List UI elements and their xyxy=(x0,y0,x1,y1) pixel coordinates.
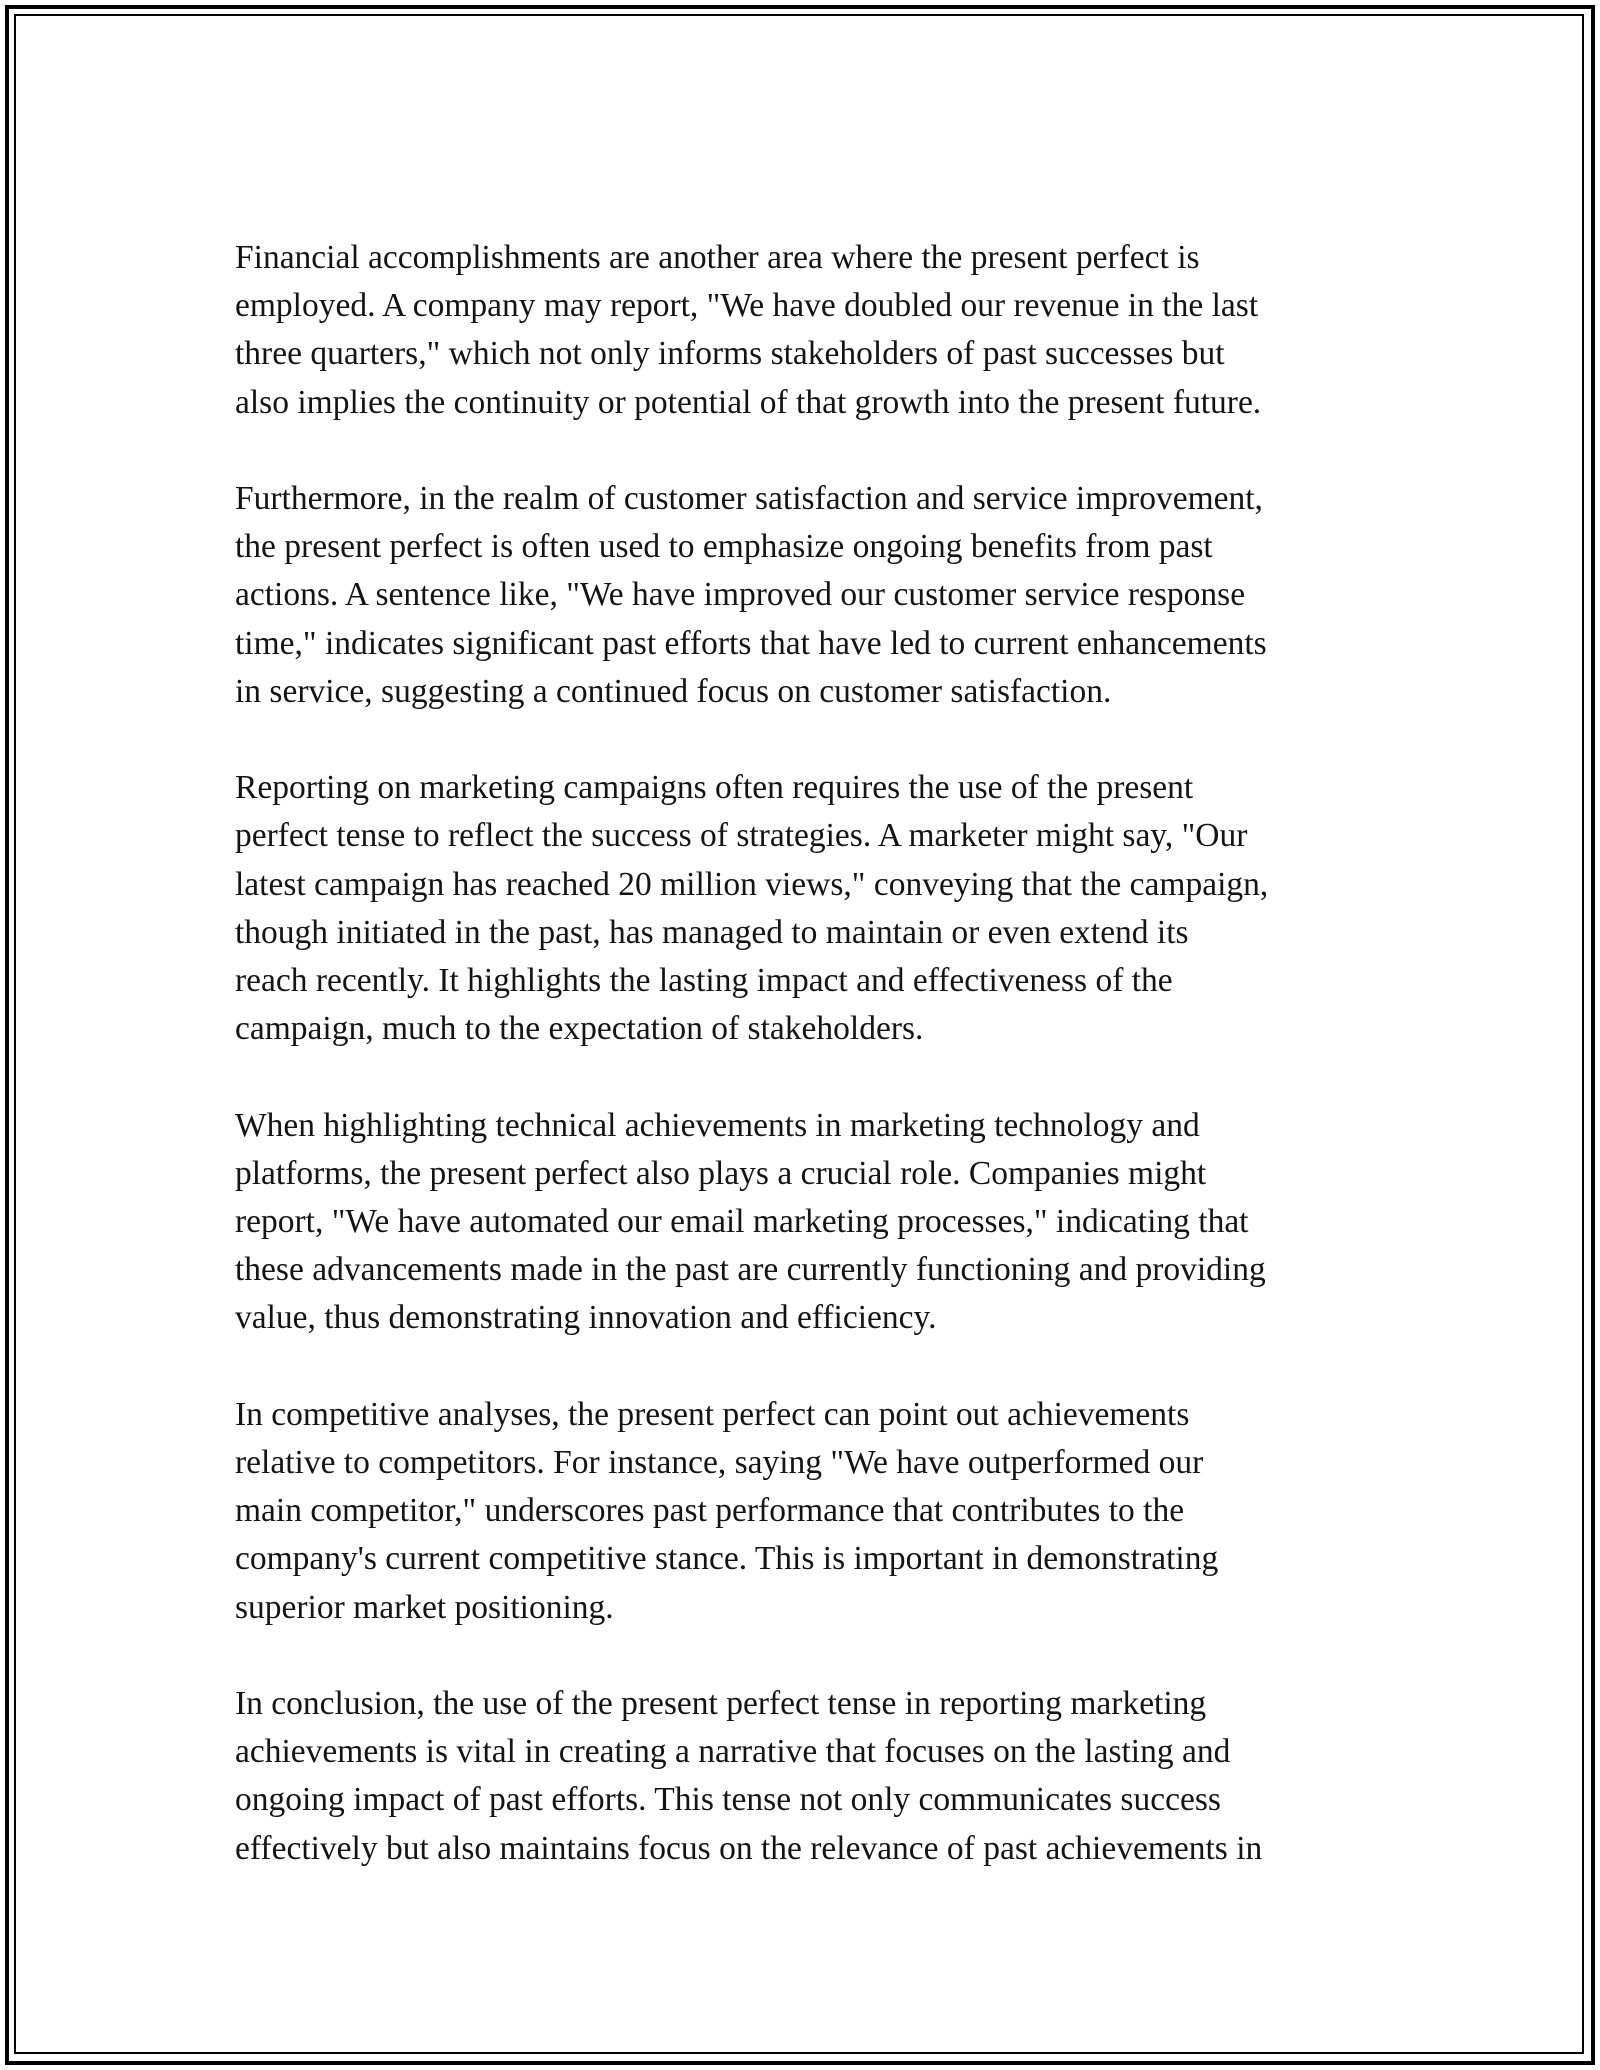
text-line: campaign, much to the expectation of stakeholders. xyxy=(235,1010,924,1048)
text-line: main competitor," underscores past performance that contributes to the xyxy=(235,1492,1185,1530)
text-line: Furthermore, in the realm of customer satisfaction and service improvement, xyxy=(235,480,1263,517)
text-line: In competitive analyses, the present perfect can point out achievements xyxy=(235,1395,1190,1433)
text-line: superior market positioning. xyxy=(235,1588,614,1626)
text-line: though initiated in the past, has managed to maintain or even extend its xyxy=(235,913,1189,951)
text-line: value, thus demonstrating innovation and efficiency. xyxy=(235,1299,937,1337)
text-line: time," indicates significant past efforts that have led to current enhancements xyxy=(235,624,1267,662)
text-line: these advancements made in the past are currently functioning and providing xyxy=(235,1251,1266,1289)
paragraph-financial-accomplishments xyxy=(235,234,1395,427)
text-line: latest campaign has reached 20 million views," conveying that the campaign, xyxy=(235,865,1269,903)
text-line: When highlighting technical achievements in marketing technology and xyxy=(235,1106,1200,1144)
text-line: Reporting on marketing campaigns often requires the use of the present xyxy=(235,769,1194,807)
text-line: employed. A company may report, "We have doubled our revenue in the last xyxy=(235,287,1259,325)
text-line: ongoing impact of past efforts. This tense not only communicates success xyxy=(235,1781,1221,1819)
text-line: platforms, the present perfect also plays a crucial role. Companies might xyxy=(235,1154,1207,1192)
paragraph-competitive-analyses xyxy=(235,1391,1395,1632)
text-line: company's current competitive stance. This is important in demonstrating xyxy=(235,1540,1219,1578)
text-line: achievements is vital in creating a narrative that focuses on the lasting and xyxy=(235,1733,1231,1771)
text-line: effectively but also maintains focus on the relevance of past achievements in xyxy=(235,1829,1263,1867)
text-line: three quarters," which not only informs stakeholders of past successes but xyxy=(235,335,1225,373)
text-line: In conclusion, the use of the present perfect tense in reporting marketing xyxy=(235,1685,1207,1723)
text-line: in service, suggesting a continued focus on customer satisfaction. xyxy=(235,672,1112,710)
text-line: relative to competitors. For instance, saying "We have outperformed our xyxy=(235,1444,1204,1482)
text-line: the present perfect is often used to emphasize ongoing benefits from past xyxy=(235,528,1213,566)
paragraph-technical-achievements xyxy=(235,1102,1395,1343)
text-line: reach recently. It highlights the lasting impact and effectiveness of the xyxy=(235,962,1173,1000)
text-line: Financial accomplishments are another area where the present perfect is xyxy=(235,239,1200,276)
document-body xyxy=(235,234,1395,1873)
text-line: also implies the continuity or potential of that growth into the present future. xyxy=(235,383,1262,421)
text-line: report, "We have automated our email marketing processes," indicating that xyxy=(235,1203,1249,1241)
paragraph-conclusion xyxy=(235,1680,1395,1873)
text-line: actions. A sentence like, "We have improved our customer service response xyxy=(235,576,1246,614)
paragraph-customer-satisfaction xyxy=(235,475,1395,716)
paragraph-marketing-campaigns xyxy=(235,764,1395,1053)
text-line: perfect tense to reflect the success of strategies. A marketer might say, "Our xyxy=(235,817,1248,855)
